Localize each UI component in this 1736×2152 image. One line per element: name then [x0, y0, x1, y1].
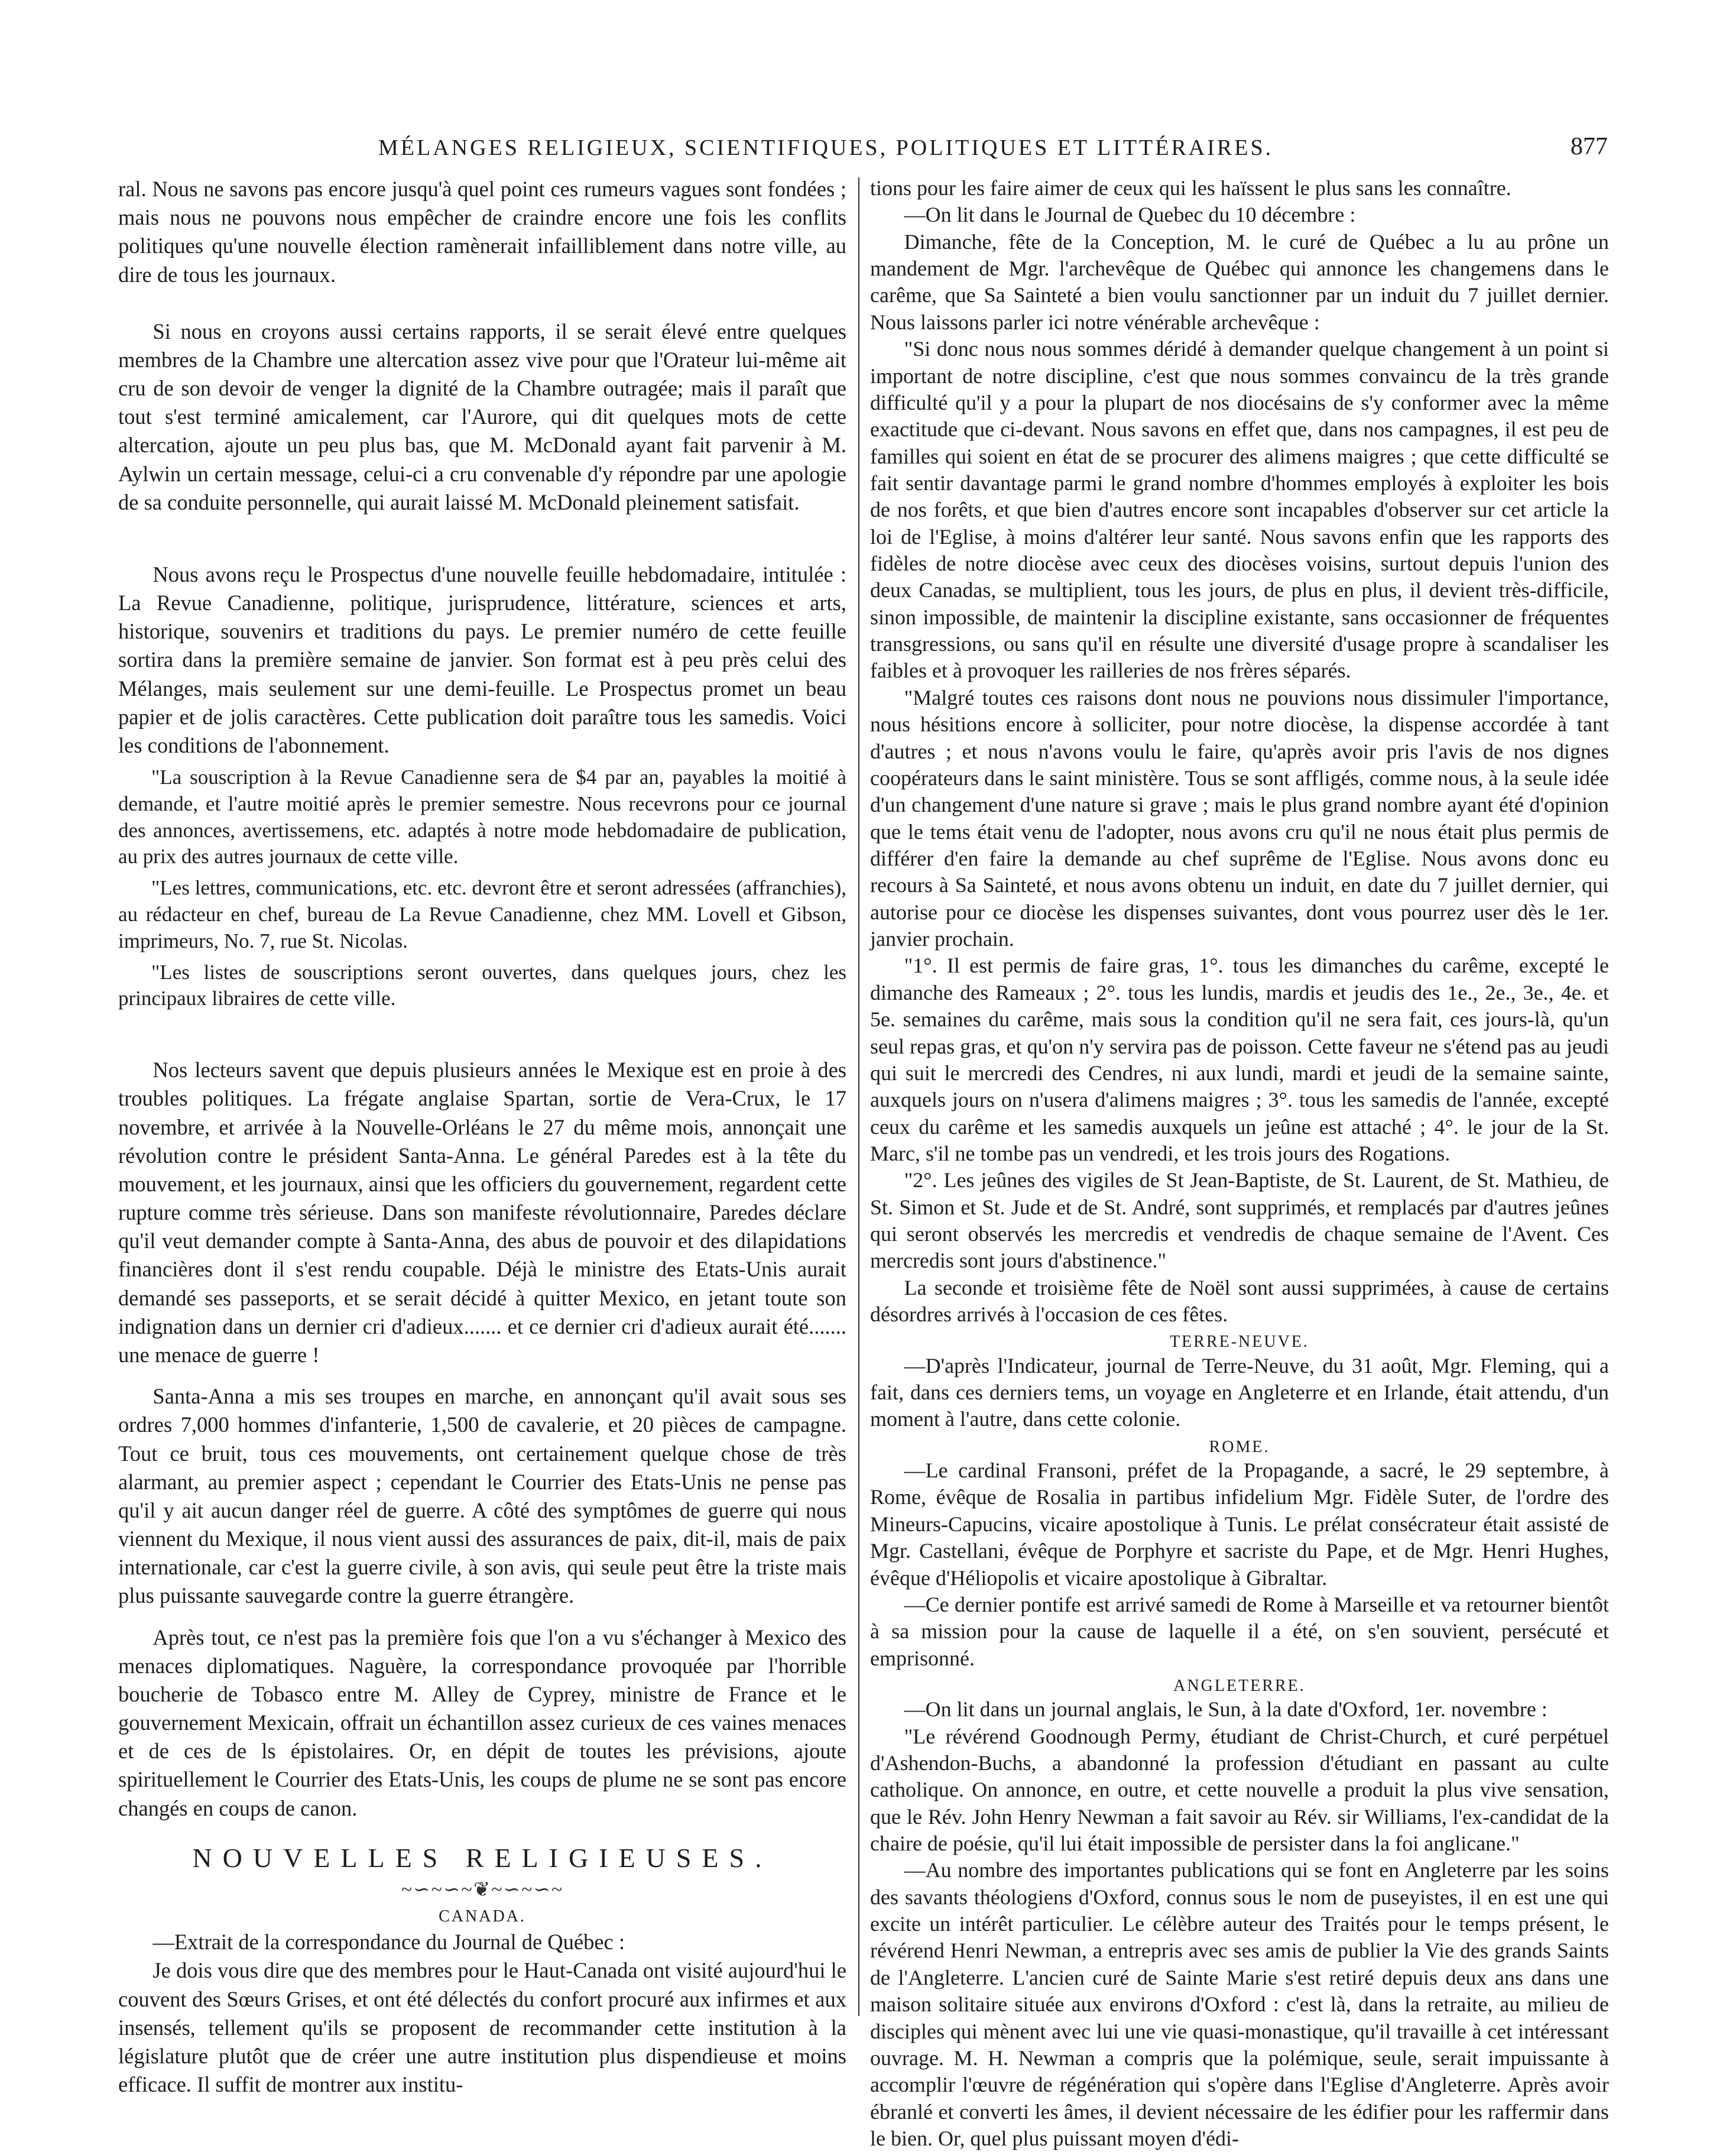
subheading: CANADA.: [439, 1907, 526, 1926]
article-paragraph: —Au nombre des importantes publications qui se font en Angleterre par les soins des savants théologiens d'Oxford, connus sous le nom de puseyistes, il en est une qui excite un intérêt particulier. Le célèbre auteur des Traités pour le temps présent, le révérend Henri Newman, a entrepris avec ses amis de publier la Vie des grands Saints de l'Angleterre. L'ancien curé de Sainte Marie s'est retiré depuis deux ans dans une maison solitaire située aux environs d'Oxford : c'est là, dans la retraite, au milieu de disciples qui mènent avec lui une vie quasi-monastique, qu'il travaille à cet intéressant ouvrage. M. H. Newman a compris que la polémique, seule, serait impuissante à accomplir l'œuvre de régénération qui s'opère dans l'Eglise d'Angleterre. Après avoir ébranlé et converti les âmes, il devient nécessaire de les édifier pour les raffermir dans le bien. Or, quel plus puissant moyen d'édi-: [870, 1858, 1609, 2150]
quoted-paragraph: "La souscription à la Revue Canadienne sera de $4 par an, payables la moitié à demande, et l'autre moitié après le premier semestre. Nous recevrons pour ce journal des annonces, avertissemens, etc. adaptés à notre mode hebdomadaire de publication, au prix des autres journaux de cette ville.: [118, 766, 846, 868]
column-divider: [858, 177, 859, 2016]
article-paragraph: —On lit dans le Journal de Quebec du 10 décembre :: [904, 203, 1356, 227]
subheading: TERRE-NEUVE.: [1170, 1333, 1309, 1352]
article-paragraph: Santa-Anna a mis ses troupes en marche, en annonçant qu'il avait sous ses ordres 7,000 hommes d'infanterie, 1,500 de cavalerie, et 20 pièces de campagne. Tout ce bruit, tous ces mouvements, ont certainement quelque chose de très alarmant, au premier aspect ; cependant le Courrier des Etats-Unis ne pense pas qu'il y ait aucun danger réel de guerre. A côté des symptômes de guerre qui nous viennent du Mexique, il nous vient aussi des assurances de paix, dit-il, mais de paix internationale, car c'est la guerre civile, à son avis, qui seule peut être la triste mais plus puissante sauvegarde contre la guerre étrangère.: [118, 1384, 846, 1608]
running-title: MÉLANGES RELIGIEUX, SCIENTIFIQUES, POLITIQUES ET LITTÉRAIRES.: [378, 135, 1274, 160]
section-title: NOUVELLES RELIGIEUSES.: [192, 1842, 773, 1873]
quoted-paragraph: "1°. Il est permis de faire gras, 1°. tous les dimanches du carême, excepté le dimanche des Rameaux ; 2°. tous les lundis, mardis et jeudis des 1e., 2e., 3e., 4e. et 5e. semaines du carême, mais sous la condition qu'il ne sera fait, ces jours-là, qu'un seul repas gras, et qu'on n'y servira pas de poisson. Cette faveur ne s'étend pas au jeudi qui suit le mercredi des Cendres, ni aux lundi, mardi et jeudi de la semaine sainte, auxquels jours on n'usera d'alimens maigres ; 3°. tous les samedis de l'année, excepté ceux du carême et les samedis auxquels un jeûne est attaché ; 4°. le jour de la St. Marc, s'il ne tombe pas un vendredi, et les trois jours des Rogations.: [870, 954, 1609, 1165]
article-paragraph: Nous avons reçu le Prospectus d'une nouvelle feuille hebdomadaire, intitulée : La Revue Canadienne, politique, jurisprudence, littérature, sciences et arts, historique, souvenirs et traditions du pays. Le premier numéro de cette feuille sortira dans la première semaine de janvier. Son format est à peu près celui des Mélanges, mais seulement sur une demi-feuille. Le Prospectus promet un beau papier et de jolis caractères. Cette publication doit paraître tous les samedis. Voici les conditions de l'abonnement.: [118, 562, 846, 757]
article-paragraph: —Le cardinal Fransoni, préfet de la Propagande, a sacré, le 29 septembre, à Rome, évêque de Rosalia in partibus infidelium Mgr. Fidèle Suter, de l'ordre des Mineurs-Capucins, vicaire apostolique à Tunis. Le prélat consécrateur était assisté de Mgr. Castellani, évêque de Porphyre et sacriste du Pape, et de Mgr. Henri Hughes, évêque d'Héliopolis et vicaire apostolique à Gibraltar.: [870, 1459, 1609, 1590]
subheading: ROME.: [1209, 1437, 1270, 1456]
article-paragraph: Après tout, ce n'est pas la première fois que l'on a vu s'échanger à Mexico des menaces diplomatiques. Naguère, la correspondance provoquée par l'horrible boucherie de Tobasco entre M. Alley de Cyprey, ministre de France et le gouvernement Mexicain, offrait un échantillon assez curieux de ces vaines menaces et de ces de ls épistolaires. Or, en dépit de toutes les prévisions, ajoute spirituellement le Courrier des Etats-Unis, les coups de plume ne se sont pas encore changés en coups de canon.: [118, 1625, 846, 1820]
left-column: [118, 175, 846, 2097]
subheading: ANGLETERRE.: [1173, 1676, 1306, 1695]
quoted-paragraph: "Le révérend Goodnough Permy, étudiant de Christ-Church, et curé perpétuel d'Ashendon-Buchs, a abandonné la profession d'étudiant en passant au culte catholique. On annonce, en outre, et cette nouvelle a produit la plus vive sensation, que le Rév. John Henry Newman a fait savoir au Rév. sir Williams, l'ex-candidat de la chaire de poésie, qu'il lui était impossible de persister dans la foi anglicane.": [870, 1724, 1609, 1855]
quoted-paragraph: "Les lettres, communications, etc. etc. devront être et seront adressées (affranchies), au rédacteur en chef, bureau de La Revue Canadienne, chez MM. Lovell et Gibson, imprimeurs, No. 7, rue St. Nicolas.: [118, 876, 846, 952]
quoted-paragraph: "Malgré toutes ces raisons dont nous ne pouvions nous dissimuler l'importance, nous hésitions encore à solliciter, pour notre diocèse, la dispense accordée à tant d'autres ; et nous n'avons voulu le faire, qu'après avoir pris l'avis de nos dignes coopérateurs dans le saint ministère. Tous se sont affligés, comme nous, à la seule idée d'un changement d'une nature si grave ; mais le plus grand nombre ayant été d'opinion que le tems était venu de l'adopter, nous avons cru qu'il ne nous était plus permis de différer d'en faire la demande au chef suprême de l'Eglise. Nous avons donc eu recours à Sa Sainteté, et nous avons obtenu un induit, en date du 7 juillet dernier, qui autorise pour ce diocèse les dispenses suivantes, dont vous pourrez user dès le 1er. janvier prochain.: [870, 685, 1609, 951]
article-paragraph: Dimanche, fête de la Conception, M. le curé de Québec a lu au prône un mandement de Mgr. l'archevêque de Québec qui annonce les changemens dans le carême, que Sa Sainteté a bien voulu sanctionner par un induit du 7 juillet dernier. Nous laissons parler ici notre vénérable archevêque :: [870, 229, 1609, 334]
article-paragraph: —D'après l'Indicateur, journal de Terre-Neuve, du 31 août, Mgr. Fleming, qui a fait, dans ces derniers tems, un voyage en Angleterre et en Irlande, était attendu, d'un moment à l'autre, dans cette colonie.: [870, 1353, 1609, 1431]
article-paragraph: Je dois vous dire que des membres pour le Haut-Canada ont visité aujourd'hui le couvent des Sœurs Grises, et ont été délectés du confort procuré aux infirmes et aux insensés, tellement qu'ils se proposent de recommander cette institution à la législature plutôt que de créer une autre institution plus dispendieuse et moins efficace. Il suffit de montrer aux institu-: [118, 1958, 846, 2097]
article-paragraph: —Extrait de la correspondance du Journal de Québec :: [152, 1930, 625, 1955]
right-column: [870, 175, 1609, 2150]
page-header: [118, 131, 1608, 173]
article-paragraph: —On lit dans un journal anglais, le Sun, à la date d'Oxford, 1er. novembre :: [904, 1697, 1547, 1722]
page-number: 877: [1570, 133, 1608, 160]
article-paragraph: ral. Nous ne savons pas encore jusqu'à quel point ces rumeurs vagues sont fondées ; mais nous ne pouvons nous empêcher de craindre encore une fois les conflits politiques qu'une nouvelle élection ramènerait infailliblement dans notre ville, au dire de tous les journaux.: [118, 177, 846, 287]
article-paragraph: Si nous en croyons aussi certains rapports, il se serait élevé entre quelques membres de la Chambre une altercation assez vive pour que l'Orateur lui-même ait cru de son devoir de venger la dignité de la Chambre outragée; mais il paraît que tout s'est terminé amicalement, car l'Aurore, qui dit quelques mots de cette altercation, ajoute un peu plus bas, que M. McDonald ayant fait parvenir à M. Aylwin un certain message, celui-ci a cru convenable d'y répondre par une apologie de sa conduite personnelle, qui aurait laissé M. McDonald pleinement satisfait.: [118, 319, 846, 514]
article-paragraph: Nos lecteurs savent que depuis plusieurs années le Mexique est en proie à des troubles politiques. La frégate anglaise Spartan, sortie de Vera-Crux, le 17 novembre, et arrivée à la Nouvelle-Orléans le 27 du même mois, annonçait une révolution contre le président Santa-Anna. Le général Paredes est à la tête du mouvement, et les journaux, ainsi que les officiers du gouvernement, regardent cette rupture comme très sérieuse. Dans son manifeste révolutionnaire, Paredes déclare qu'il veut demander compte à Santa-Anna, des abus de pouvoir et des dilapidations financières dont il s'est rendu coupable. Déjà le ministre des Etats-Unis aurait demandé ses passeports, et se serait décidé à quitter Mexico, en jetant toute son indignation dans un dernier cri d'adieux....... et ce dernier cri d'adieux aurait été....... une menace de guerre !: [118, 1058, 846, 1367]
article-paragraph: tions pour les faire aimer de ceux qui les haïssent le plus sans les connaître.: [870, 176, 1511, 200]
quoted-paragraph: "Si donc nous nous sommes déridé à demander quelque changement à un point si important de notre discipline, c'est que nous sommes convaincu de la très grande difficulté qu'il y a pour la plupart de nos diocésains de s'y conformer avec la même exactitude que ci-devant. Nous savons en effet que, dans nos campagnes, il est peu de familles qui soient en état de se procurer des alimens maigres ; que cette difficulté se fait sentir davantage parmi le grand nombre d'hommes employés à exploiter les bois de nos forêts, et que bien d'autres encore sont incapables d'observer sur cet article la loi de l'Eglise, à moins d'altérer leur santé. Nous savons enfin que les rapports des fidèles de notre diocèse avec ceux des diocèses voisins, surtout depuis l'union des deux Canadas, se multiplient, tous les jours, de plus en plus, il devient très-difficile, sinon impossible, de maintenir la discipline existante, sans occasionner de fréquentes transgressions, ou sans qu'il en résulte une diversité d'usage propre à scandaliser les faibles et à provoquer les railleries de nos frères séparés.: [870, 337, 1609, 683]
quoted-paragraph: "2°. Les jeûnes des vigiles de St Jean-Baptiste, de St. Laurent, de St. Mathieu, de St. Simon et St. Jude et de St. André, sont supprimés, et remplacés par d'autres jeûnes qui seront observés les mercredis et vendredis de chaque semaine de l'Avent. Ces mercredis sont jours d'abstinence.": [870, 1168, 1609, 1273]
ornament-divider: ~∽~∽~❦~∽~∽~: [401, 1879, 564, 1901]
article-paragraph: La seconde et troisième fête de Noël sont aussi supprimées, à cause de certains désordres arrivés à l'occasion de ces fêtes.: [870, 1275, 1609, 1327]
article-paragraph: —Ce dernier pontife est arrivé samedi de Rome à Marseille et va retourner bientôt à sa mission pour la cause de laquelle il a été, on s'en souvient, persécuté et emprisonné.: [870, 1592, 1609, 1670]
quoted-paragraph: "Les listes de souscriptions seront ouvertes, dans quelques jours, chez les principaux libraires de cette ville.: [118, 960, 846, 1010]
